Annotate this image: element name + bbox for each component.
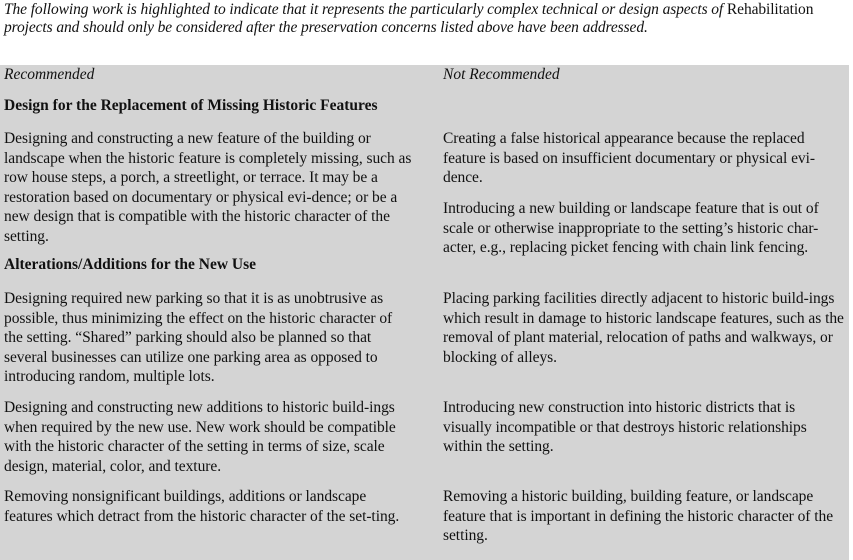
not-recommended-item: Introducing a new building or landscape feature that is out of scale or otherwise inappropriate to the setting’s historic char-acter, e.g., replacing picket fencing with chain link fencing. <box>443 200 819 257</box>
recommended-item: Removing nonsignificant buildings, additions or landscape features which detract from the historic character of the set-ting. <box>4 488 400 525</box>
recommended-item: Designing and constructing a new feature of the building or landscape when the historic feature is completely missing, such as row house steps, a porch, a streetlight, or terrace. It may be a restoration based on documentary or physical evi-dence; or be a new design that is compatible with the historic character of the setting. <box>4 130 412 245</box>
section-title: Alterations/Additions for the New Use <box>4 256 257 273</box>
intro-note <box>4 1 849 37</box>
column-header-not-recommended: Not Recommended <box>443 66 560 83</box>
section-title: Design for the Replacement of Missing Historic Features <box>4 97 378 114</box>
intro-text-after: projects and should only be considered after the preservation concerns listed above have been addressed. <box>4 19 648 36</box>
not-recommended-item: Placing parking facilities directly adjacent to historic build-ings which result in damage to historic landscape features, such as the removal of plant material, relocation of paths and walkways, or blocking of alleys. <box>443 290 844 366</box>
not-recommended-item: Introducing new construction into historic districts that is visually incompatible or that destroys historic relationships within the setting. <box>443 399 807 456</box>
guidelines-panel <box>0 65 849 560</box>
intro-text-before: The following work is highlighted to indicate that it represents the particularly complex technical or design aspects of <box>4 1 727 18</box>
intro-emphasis: Rehabilitation <box>726 1 814 18</box>
recommended-item: Designing and constructing new additions to historic build-ings when required by the new use. New work should be compatible with the historic character of the setting in terms of size, scale design, material, color, and texture. <box>4 399 396 475</box>
recommended-item: Designing required new parking so that it is as unobtrusive as possible, thus minimizing the effect on the historic character of the setting. “Shared” parking should also be planned so that several businesses can utilize one parking area as opposed to introducing random, multiple lots. <box>4 290 393 386</box>
not-recommended-item: Creating a false historical appearance because the replaced feature is based on insufficient documentary or physical evi-dence. <box>443 130 815 187</box>
column-header-recommended: Recommended <box>4 66 95 83</box>
not-recommended-item: Removing a historic building, building feature, or landscape feature that is important in defining the historic character of the setting. <box>443 488 834 545</box>
